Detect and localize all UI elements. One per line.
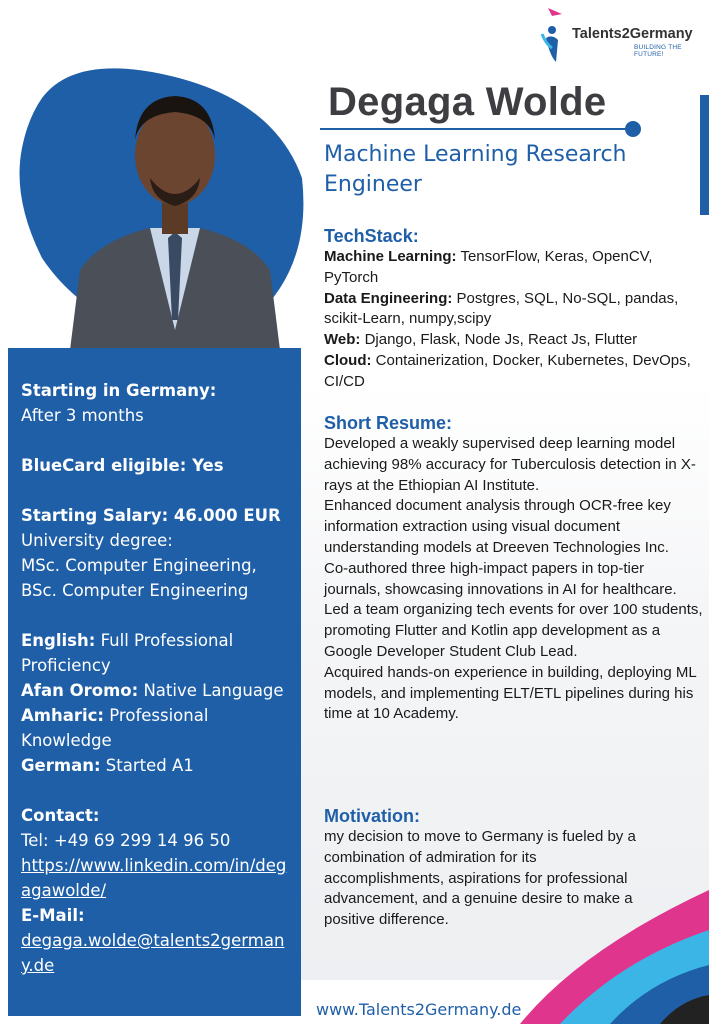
techstack-ml: Machine Learning: TensorFlow, Keras, OpenCV, PyTorch — [324, 248, 653, 286]
candidate-name: Degaga Wolde — [328, 80, 607, 124]
language-oromo: Afan Oromo: Native Language — [21, 681, 284, 700]
language-amharic: Amharic: Professional Knowledge — [21, 706, 209, 750]
name-underline — [320, 128, 630, 130]
motivation-text: my decision to move to Germany is fueled by a combination of admiration for its accomplishments, aspirations for professional advancement, and a genuine desire to make a positive difference. — [324, 828, 636, 929]
resume-item: Led a team organizing tech events for over 100 students, promoting Flutter and Kotlin app development as a Google Developer Student Club Lead. — [324, 601, 703, 660]
resume-item: Enhanced document analysis through OCR-free key information extraction using visual document understanding models at Dreeven Technologies Inc. — [324, 497, 671, 556]
degree-bsc: BSc. Computer Engineering — [21, 581, 249, 600]
degree-msc: MSc. Computer Engineering, — [21, 556, 257, 575]
language-english: English: Full Professional Proficiency — [21, 631, 234, 675]
bluecard-status: BlueCard eligible: Yes — [21, 456, 224, 475]
degree-label: University degree: — [21, 531, 173, 550]
website-link[interactable]: www.Talents2Germany.de — [316, 1000, 522, 1019]
motivation-heading: Motivation: — [324, 806, 420, 826]
techstack-section — [324, 226, 704, 393]
resume-section — [324, 413, 704, 725]
resume-heading: Short Resume: — [324, 413, 453, 433]
accent-bar — [700, 95, 709, 215]
name-underline-dot — [625, 121, 641, 137]
start-value: After 3 months — [21, 406, 144, 425]
contact-tel: Tel: +49 69 299 14 96 50 — [21, 831, 231, 850]
logo-name: Talents2Germany — [572, 26, 693, 42]
techstack-heading: TechStack: — [324, 226, 419, 246]
email-link[interactable]: degaga.wolde@talents2germany.de — [21, 931, 285, 975]
techstack-data-engineering: Data Engineering: Postgres, SQL, No-SQL, pandas, scikit-Learn, numpy,scipy — [324, 289, 679, 328]
email-label: E-Mail: — [21, 906, 85, 925]
sidebar-panel — [8, 348, 301, 1016]
language-german: German: Started A1 — [21, 756, 194, 775]
resume-item: Developed a weakly supervised deep learning model achieving 98% accuracy for Tuberculosis detection in X-rays at the Ethiopian AI Institute. — [324, 435, 696, 494]
resume-item: Acquired hands-on experience in building, deploying ML models, and implementing ELT/ETL pipelines during his time at 10 Academy. — [324, 663, 697, 723]
techstack-cloud: Cloud: Containerization, Docker, Kubernetes, DevOps, CI/CD — [324, 351, 691, 390]
logo-tagline: BUILDING THE FUTURE! — [634, 44, 682, 58]
contact-label: Contact: — [21, 806, 100, 825]
resume-item: Co-authored three high-impact papers in top-tier journals, showcasing innovations in AI for healthcare. — [324, 559, 677, 598]
techstack-web: Web: Django, Flask, Node Js, React Js, Flutter — [324, 331, 638, 349]
portrait-photo — [70, 60, 280, 350]
logo[interactable] — [538, 4, 708, 68]
decorative-swoosh — [520, 850, 709, 1024]
start-label: Starting in Germany: — [21, 381, 217, 400]
salary: Starting Salary: 46.000 EUR — [21, 506, 281, 525]
job-title: Machine Learning Research Engineer — [324, 142, 627, 197]
linkedin-link[interactable]: https://www.linkedin.com/in/degagawolde/ — [21, 856, 287, 900]
